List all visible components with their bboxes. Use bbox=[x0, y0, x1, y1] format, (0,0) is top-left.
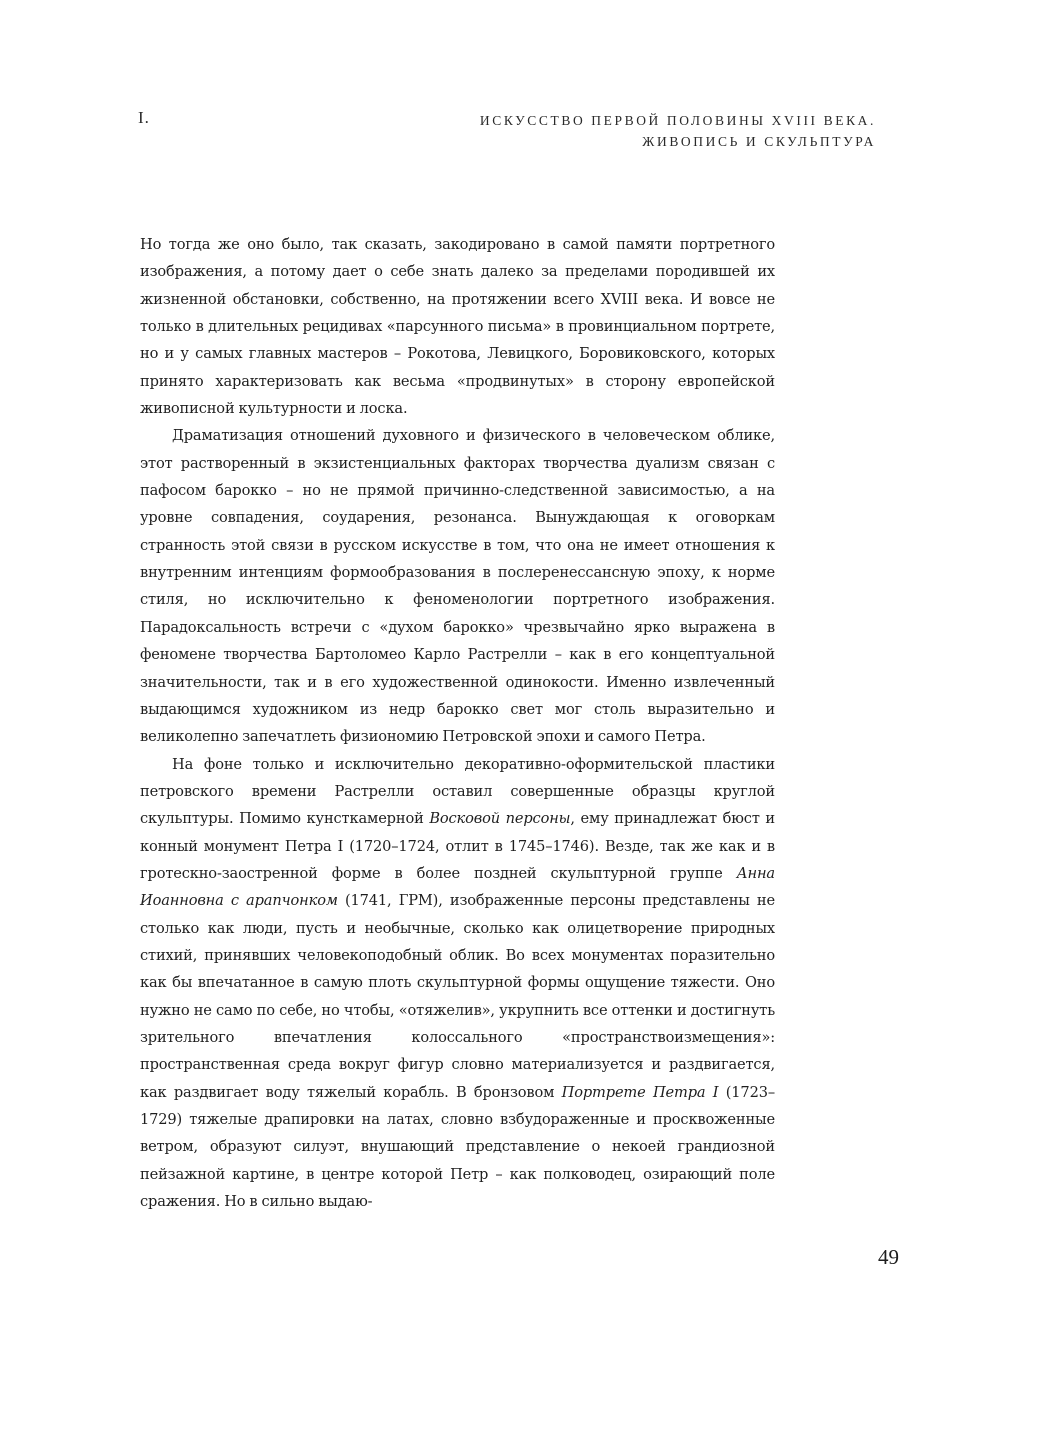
chapter-number: I. bbox=[138, 108, 150, 127]
chapter-title bbox=[480, 110, 876, 152]
artwork-title-portrait-of-peter: Портрете Петра I bbox=[561, 1083, 719, 1101]
paragraph-2: Драматизация отношений духовного и физического в человеческом облике, этот растворенный в экзистенциальных факторах творчества дуализм связан с пафосом барокко – но не прямой причинно-следственной зависимостью, а на уровне совпадения, соударения, резонанса. Вынуждающая к оговоркам странность этой связи в русском искусстве в том, что она не имеет отношения к внутренним интенциям формообразования в послеренессансную эпоху, к норме стиля, но исключительно к феноменологии портретного изображения. Парадоксальность встречи с «духом барокко» чрезвычайно ярко выражена в феномене творчества Бартоломео Карло Растрелли – как в его концептуальной значительности, так и в его художественной одинокости. Именно извлеченный выдающимся художником из недр барокко свет мог столь выразительно и великолепно запечатлеть физиономию Петровской эпохи и самого Петра. bbox=[140, 427, 775, 746]
paragraph-3-text-2: , ему принадлежат бюст и конный монумент Петра I (1720–1724, отлит в 1745–1746). Везде, так же как и в гротескно-заостренной форме в более поздней скульптурной группе bbox=[140, 810, 775, 882]
paragraph-3-text-1: На фоне только и исключительно декоративно-оформительской пластики петровского времени Растрелли оставил совершенные образцы круглой скульптуры. Помимо кунсткамерной bbox=[140, 755, 775, 828]
paragraph-3-text-3: (1741, ГРМ), изображенные персоны представлены не столько как люди, пусть и необычные, сколько как олицетворение природных стихий, принявших человекоподобный облик. Во всех монументах поразительно как бы впечатанное в самую плоть скульптурной формы ощущение тяжести. Оно нужно не само по себе, но чтобы, «отяжелив», укрупнить все оттенки и достигнуть зрительного впечатления колоссального «пространствоизмещения»: пространственная среда вокруг фигур словно материализуется и раздвигается, как раздвигает воду тяжелый корабль. В бронзовом bbox=[140, 892, 776, 1101]
paragraph-3 bbox=[140, 751, 775, 1216]
page-number: 49 bbox=[878, 1245, 899, 1269]
paragraph-3-text-4: (1723–1729) тяжелые драпировки на латах, словно взбудораженные и просквоженные ветром, образуют силуэт, внушающий представление о некоей грандиозной пейзажной картине, в центре которой Петр – как полководец, озирающий поле сражения. Но в сильно выдаю- bbox=[140, 1083, 775, 1211]
paragraph-1: Но тогда же оно было, так сказать, закодировано в самой памяти портретного изображения, а потому дает о себе знать далеко за пределами породившей их жизненной обстановки, собственно, на протяжении всего XVIII века. И вовсе не только в длительных рецидивах «парсунного письма» в провинциальном портрете, но и у самых главных мастеров – Рокотова, Левицкого, Боровиковского, которых принято характеризовать как весьма «продвинутых» в сторону европейской живописной культурности и лоска. bbox=[140, 236, 775, 418]
chapter-title-line-1: ИСКУССТВО ПЕРВОЙ ПОЛОВИНЫ XVIII ВЕКА. bbox=[479, 113, 876, 128]
artwork-title-anna-ioannovna: Анна Иоанновна с арапчонком bbox=[140, 864, 775, 910]
running-head bbox=[0, 0, 1041, 160]
body-text bbox=[140, 231, 775, 1215]
artwork-title-wax-person: Восковой персоны bbox=[429, 810, 571, 828]
chapter-title-line-2: ЖИВОПИСЬ И СКУЛЬПТУРА bbox=[642, 134, 876, 149]
